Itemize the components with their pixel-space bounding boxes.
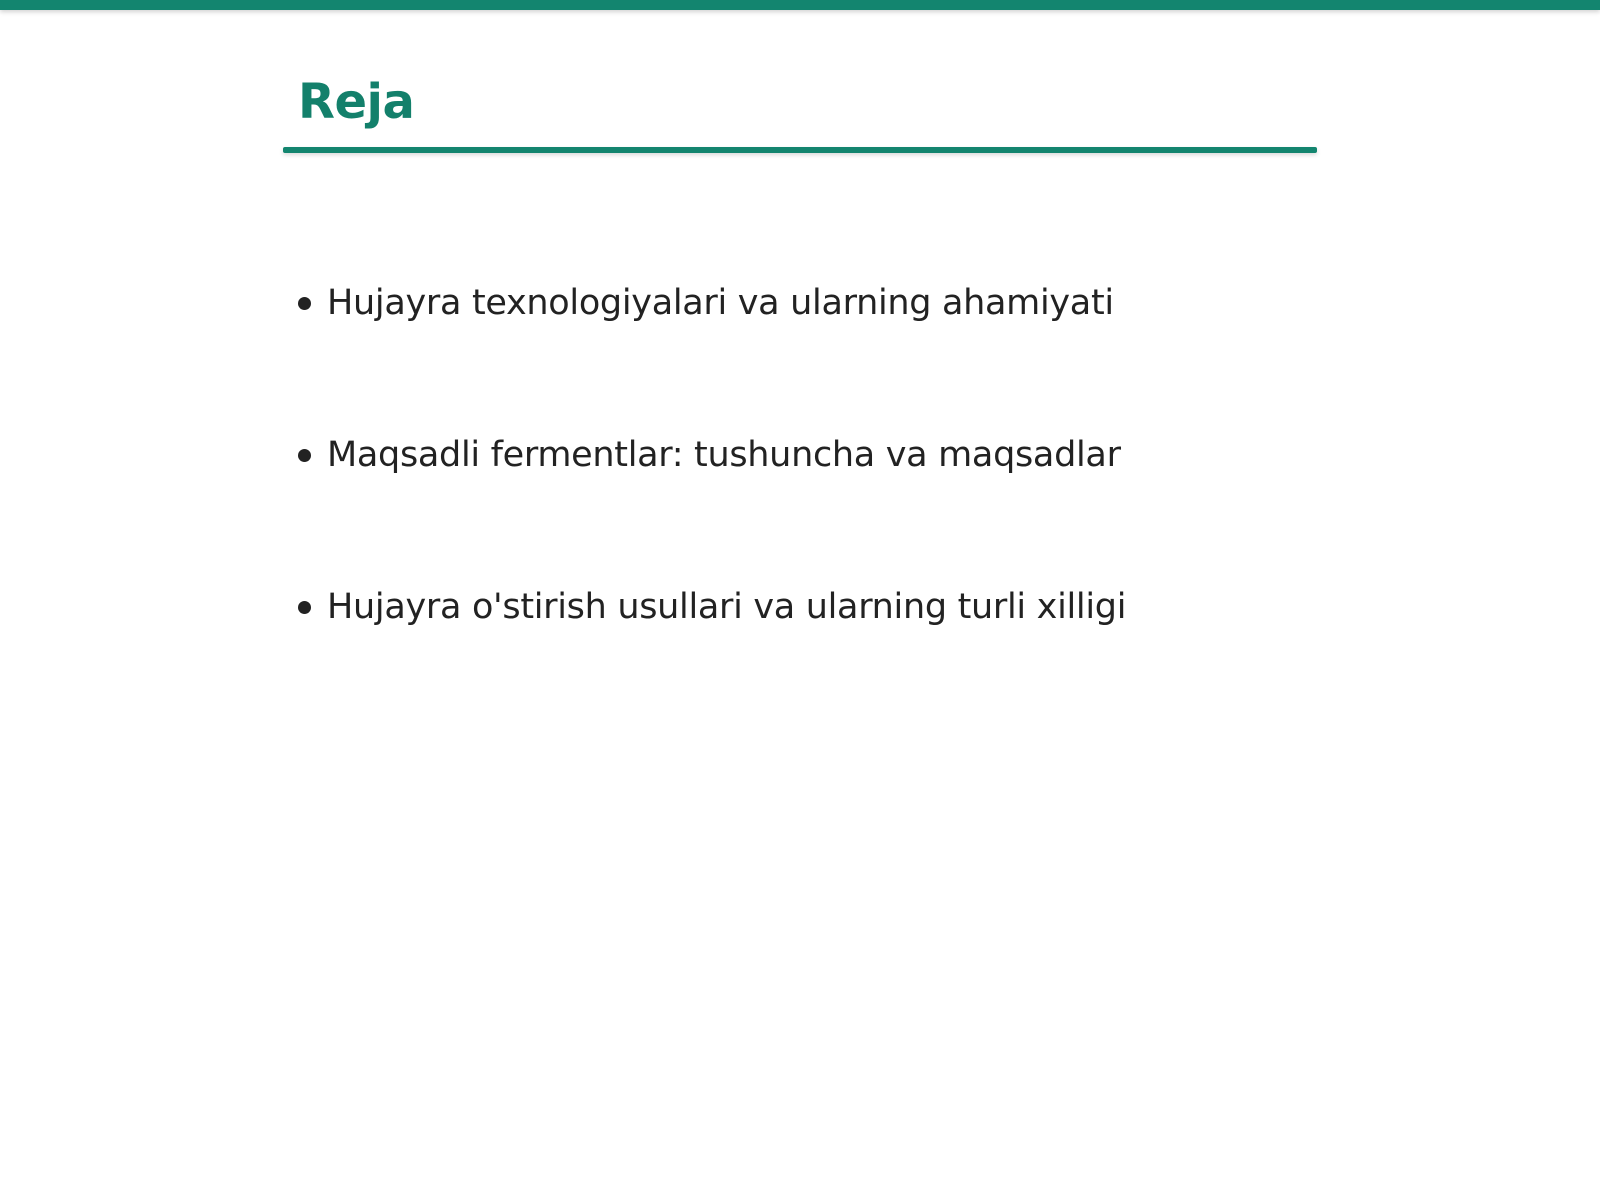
- bullet-text: Hujayra texnologiyalari va ularning ahamiyati: [327, 283, 1114, 323]
- bullet-text: Maqsadli fermentlar: tushuncha va maqsadlar: [327, 435, 1121, 475]
- bullet-list: [298, 275, 1126, 731]
- top-accent-bar: [0, 0, 1600, 10]
- bullet-item: [298, 275, 1126, 331]
- bullet-text: Hujayra o'stirish usullari va ularning turli xilligi: [327, 587, 1127, 627]
- slide-title: Reja: [298, 74, 415, 130]
- title-underline: [283, 147, 1317, 153]
- bullet-dot-icon: [298, 449, 311, 462]
- bullet-dot-icon: [298, 297, 311, 310]
- bullet-item: [298, 579, 1126, 635]
- bullet-dot-icon: [298, 601, 311, 614]
- bullet-item: [298, 427, 1126, 483]
